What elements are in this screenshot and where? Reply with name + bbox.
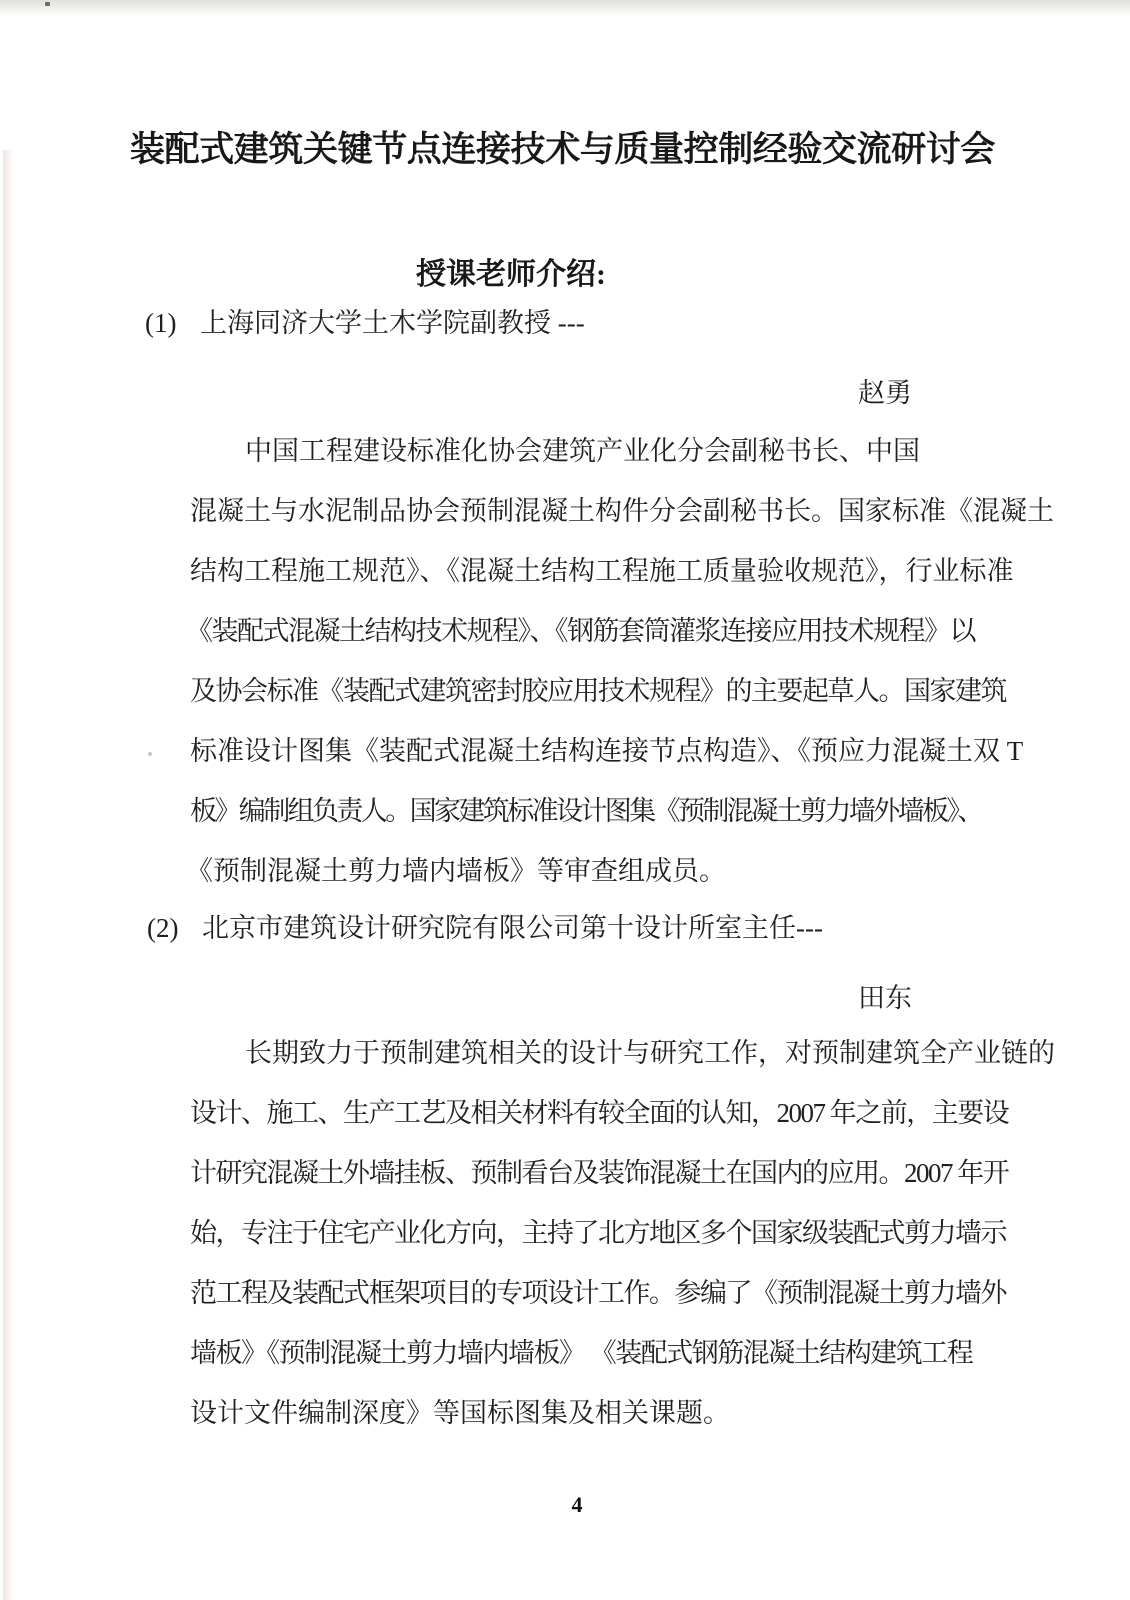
item-number: (2) xyxy=(147,913,179,943)
bio-line: 墙板》《预制混凝土剪力墙内墙板》 《装配式钢筋混凝土结构建筑工程 xyxy=(190,1338,973,1368)
bio-line: 范工程及装配式框架项目的专项设计工作。参编了《预制混凝土剪力墙外 xyxy=(190,1278,1006,1308)
bio-line: 始，专注于住宅产业化方向，主持了北方地区多个国家级装配式剪力墙示 xyxy=(190,1218,1006,1248)
bio-line: 《预制混凝土剪力墙内墙板》等审查组成员。 xyxy=(186,856,726,886)
scan-edge-shadow-left xyxy=(3,150,14,1600)
bio-line: 结构工程施工规范》、《混凝土结构工程施工质量验收规范》，行业标准 xyxy=(190,556,1014,586)
page-title: 装配式建筑关键节点连接技术与质量控制经验交流研讨会 xyxy=(130,130,996,169)
bio-line: 设计、施工、生产工艺及相关材料有较全面的认知，2007 年之前，主要设 xyxy=(190,1098,1009,1128)
bio-line: 标准设计图集《装配式混凝土结构连接节点构造》、《预应力混凝土双 T xyxy=(190,736,1024,766)
bio-line: 板》编制组负责人。国家建筑标准设计图集《预制混凝土剪力墙外墙板》、 xyxy=(190,796,982,826)
item-number: (1) xyxy=(145,308,177,338)
bio-line: 混凝土与水泥制品协会预制混凝土构件分会副秘书长。国家标准《混凝土 xyxy=(190,496,1054,526)
bio-line: 《装配式混凝土结构技术规程》、《钢筋套筒灌浆连接应用技术规程》以 xyxy=(186,616,975,646)
item-heading: 北京市建筑设计研究院有限公司第十设计所室主任--- xyxy=(202,913,823,943)
item-heading: 上海同济大学土木学院副教授 --- xyxy=(200,308,585,338)
bio-line: 及协会标准《装配式建筑密封胶应用技术规程》的主要起草人。国家建筑 xyxy=(190,676,1006,706)
list-item-1 xyxy=(145,306,585,341)
section-heading: 授课老师介绍: xyxy=(416,258,606,291)
scan-speck xyxy=(148,752,152,756)
bio-line: 计研究混凝土外墙挂板、预制看台及装饰混凝土在国内的应用。2007 年开 xyxy=(190,1158,1009,1188)
scan-edge-shadow-top xyxy=(0,0,1130,16)
lecturer-name: 赵勇 xyxy=(858,378,912,408)
lecturer-name: 田东 xyxy=(858,983,912,1013)
list-item-2 xyxy=(147,911,823,946)
page-number: 4 xyxy=(571,1492,583,1517)
bio-line: 中国工程建设标准化协会建筑产业化分会副秘书长、中国 xyxy=(245,436,920,466)
bio-line: 长期致力于预制建筑相关的设计与研究工作，对预制建筑全产业链的 xyxy=(245,1038,1055,1068)
bio-line: 设计文件编制深度》等国标图集及相关课题。 xyxy=(190,1398,730,1428)
scan-speck xyxy=(45,2,50,6)
